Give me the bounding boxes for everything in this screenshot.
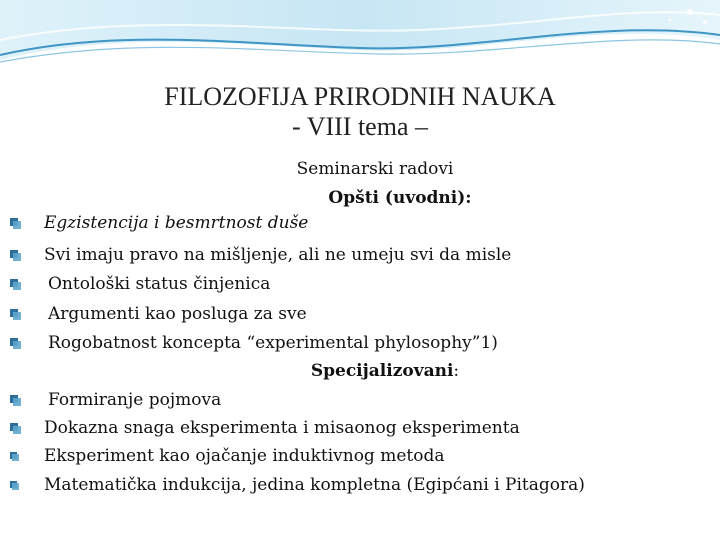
general-section-heading: Opšti (uvodni): xyxy=(328,188,472,208)
square-bullet-icon xyxy=(10,250,21,261)
list-item: Svi imaju pravo na mišljenje, ali ne umeju svi da misle xyxy=(10,243,511,267)
slide-subtitle-tema: - VIII tema – xyxy=(292,112,428,141)
square-bullet-icon xyxy=(10,279,21,290)
square-bullet-icon xyxy=(10,423,21,434)
square-bullet-icon xyxy=(10,395,21,406)
slide-title: FILOZOFIJA PRIRODNIH NAUKA xyxy=(164,82,556,111)
square-bullet-icon xyxy=(10,452,19,461)
square-bullet-icon xyxy=(10,338,21,349)
square-bullet-icon xyxy=(10,218,21,229)
list-item: Dokazna snaga eksperimenta i misaonog eksperimenta xyxy=(10,416,520,440)
list-item: Rogobatnost koncepta “experimental phylosophy”1) xyxy=(10,331,498,355)
list-item: Eksperiment kao ojačanje induktivnog metoda xyxy=(10,444,445,468)
square-bullet-icon xyxy=(10,481,19,490)
list-item: Matematička indukcija, jedina kompletna (Egipćani i Pitagora) xyxy=(10,473,585,497)
list-item: Argumenti kao posluga za sve xyxy=(10,302,307,326)
special-section-heading: Specijalizovani: xyxy=(310,361,460,381)
list-item: Formiranje pojmova xyxy=(10,388,221,412)
square-bullet-icon xyxy=(10,309,21,320)
header-wave-decoration xyxy=(0,0,720,80)
list-item: Egzistencija i besmrtnost duše xyxy=(10,211,308,235)
list-item: Ontološki status činjenica xyxy=(10,272,270,296)
seminar-heading: Seminarski radovi xyxy=(296,159,454,179)
